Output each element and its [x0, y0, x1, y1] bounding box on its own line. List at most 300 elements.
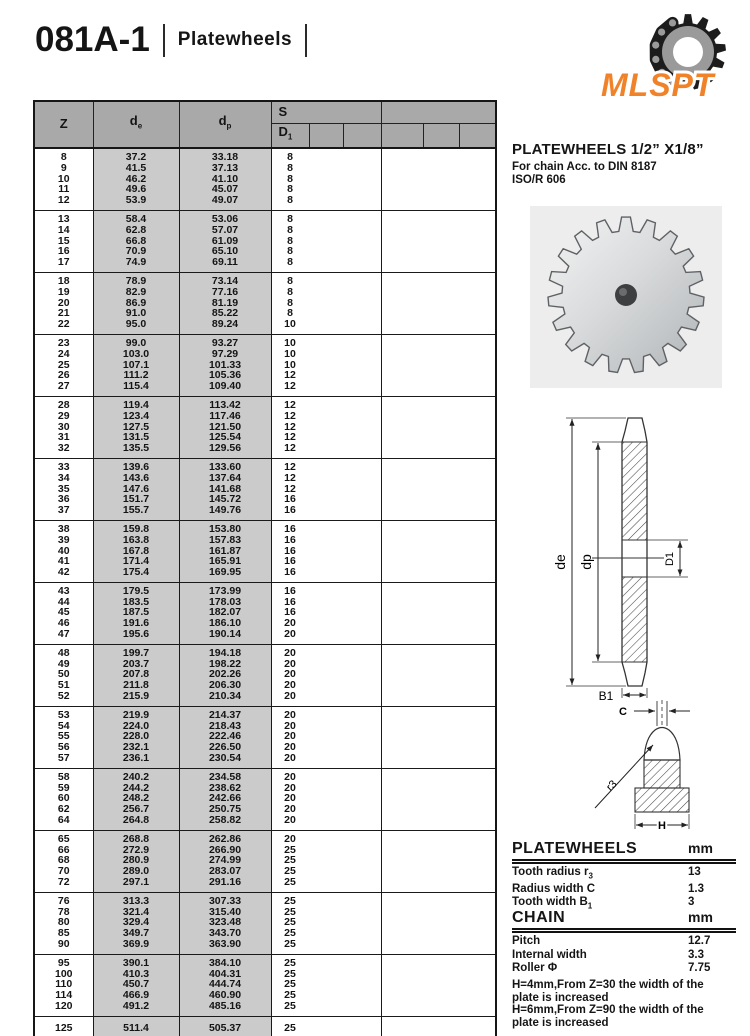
spec-label: Internal width: [512, 948, 587, 961]
cell-de: 390.1: [93, 954, 179, 968]
table-row: [34, 1001, 496, 1016]
cell-de: 41.5: [93, 163, 179, 174]
cell-z: 38: [34, 520, 93, 534]
cell-blank: [381, 753, 496, 768]
cell-blank: [381, 505, 496, 520]
cell-z: 43: [34, 582, 93, 596]
cell-d1: 8: [271, 308, 381, 319]
cell-d1: 20: [271, 768, 381, 782]
size-group: [34, 954, 496, 1016]
table-row: [34, 969, 496, 980]
cell-dp: 307.33: [179, 892, 271, 906]
cell-z: 27: [34, 381, 93, 396]
cell-blank: [381, 659, 496, 670]
table-row: [34, 473, 496, 484]
cell-blank: [381, 494, 496, 505]
spec-row: [512, 935, 736, 949]
cell-blank: [381, 319, 496, 334]
cell-de: 78.9: [93, 272, 179, 286]
cell-dp: 258.82: [179, 815, 271, 830]
cell-de: 70.9: [93, 246, 179, 257]
cell-dp: 444.74: [179, 979, 271, 990]
table-row: [34, 225, 496, 236]
cell-de: 215.9: [93, 691, 179, 706]
table-row: [34, 845, 496, 856]
cell-blank: [381, 582, 496, 596]
table-row: [34, 535, 496, 546]
cell-d1: 16: [271, 582, 381, 596]
cell-z: 56: [34, 742, 93, 753]
cell-blank: [381, 845, 496, 856]
cell-z: 53: [34, 706, 93, 720]
col-z: Z: [34, 101, 93, 148]
cell-dp: 485.16: [179, 1001, 271, 1016]
cell-blank: [381, 287, 496, 298]
cell-dp: 291.16: [179, 877, 271, 892]
table-row: [34, 793, 496, 804]
cell-de: 369.9: [93, 939, 179, 954]
cell-d1: 25: [271, 855, 381, 866]
cell-de: 99.0: [93, 334, 179, 348]
cell-d1: 20: [271, 815, 381, 830]
table-row: [34, 210, 496, 224]
label-b1: B1: [598, 689, 614, 703]
cell-z: 35: [34, 484, 93, 495]
spec-label: Tooth width $B_1$: [512, 896, 593, 911]
cell-z: 19: [34, 287, 93, 298]
cell-blank: [381, 349, 496, 360]
cell-de: 95.0: [93, 319, 179, 334]
cell-dp: 173.99: [179, 582, 271, 596]
cell-de: 199.7: [93, 644, 179, 658]
cell-de: 321.4: [93, 907, 179, 918]
cell-de: 240.2: [93, 768, 179, 782]
cell-blank: [381, 680, 496, 691]
spec-label: Radius width C: [512, 882, 596, 895]
cell-de: 410.3: [93, 969, 179, 980]
cell-d1: 12: [271, 473, 381, 484]
size-group: [34, 582, 496, 644]
cell-blank: [381, 618, 496, 629]
cell-dp: 69.11: [179, 257, 271, 272]
table-row: [34, 680, 496, 691]
cell-dp: 274.99: [179, 855, 271, 866]
cell-de: 268.8: [93, 830, 179, 844]
cell-z: 90: [34, 939, 93, 954]
cell-d1: 12: [271, 396, 381, 410]
cell-de: 159.8: [93, 520, 179, 534]
cell-de: 228.0: [93, 731, 179, 742]
cell-blank: [381, 422, 496, 433]
cell-de: 264.8: [93, 815, 179, 830]
cell-z: 50: [34, 669, 93, 680]
cell-z: 16: [34, 246, 93, 257]
cell-dp: 97.29: [179, 349, 271, 360]
cell-de: 91.0: [93, 308, 179, 319]
spec-value: 3: [688, 896, 695, 909]
cell-z: 8: [34, 148, 93, 163]
cell-dp: 178.03: [179, 597, 271, 608]
cell-d1: 20: [271, 783, 381, 794]
cell-dp: 363.90: [179, 939, 271, 954]
table-row: [34, 520, 496, 534]
cell-blank: [381, 210, 496, 224]
cell-dp: 73.14: [179, 272, 271, 286]
cell-dp: 315.40: [179, 907, 271, 918]
cell-dp: 101.33: [179, 360, 271, 371]
cell-dp: 210.34: [179, 691, 271, 706]
cell-blank: [381, 804, 496, 815]
cell-d1: 12: [271, 432, 381, 443]
cell-de: 123.4: [93, 411, 179, 422]
cell-z: 36: [34, 494, 93, 505]
cell-z: 62: [34, 804, 93, 815]
spec-label: Tooth radius $r_3$: [512, 866, 593, 881]
table-row: [34, 742, 496, 753]
cell-dp: 323.48: [179, 917, 271, 928]
cell-d1: 25: [271, 892, 381, 906]
cell-d1: 25: [271, 1016, 381, 1036]
cell-blank: [381, 669, 496, 680]
cell-dp: 105.36: [179, 370, 271, 381]
cell-dp: 53.06: [179, 210, 271, 224]
cell-z: 125: [34, 1016, 93, 1036]
cell-blank: [381, 815, 496, 830]
cell-d1: 20: [271, 629, 381, 644]
cell-z: 24: [34, 349, 93, 360]
cell-z: 21: [34, 308, 93, 319]
table-row: [34, 917, 496, 928]
cell-d1: 25: [271, 939, 381, 954]
table-row: [34, 1016, 496, 1036]
cell-blank: [381, 381, 496, 396]
chain-spec-title: CHAIN: [512, 909, 566, 926]
cell-de: 167.8: [93, 546, 179, 557]
cell-de: 313.3: [93, 892, 179, 906]
cell-d1: 16: [271, 520, 381, 534]
table-row: [34, 830, 496, 844]
cell-blank: [381, 742, 496, 753]
cell-z: 10: [34, 174, 93, 185]
cell-d1: 8: [271, 246, 381, 257]
cell-dp: 214.37: [179, 706, 271, 720]
cell-blank: [381, 298, 496, 309]
label-dp: dp: [578, 554, 594, 570]
platewheels-spec-unit: mm: [688, 840, 713, 856]
cell-dp: 33.18: [179, 148, 271, 163]
cell-z: 23: [34, 334, 93, 348]
cell-dp: 238.62: [179, 783, 271, 794]
spec-row: [512, 883, 736, 897]
cell-z: 37: [34, 505, 93, 520]
cell-z: 34: [34, 473, 93, 484]
table-row: [34, 877, 496, 892]
cell-z: 22: [34, 319, 93, 334]
cell-z: 41: [34, 556, 93, 567]
cell-de: 115.4: [93, 381, 179, 396]
cell-d1: 20: [271, 669, 381, 680]
label-r3: r3: [604, 778, 620, 794]
cell-z: 44: [34, 597, 93, 608]
cell-z: 48: [34, 644, 93, 658]
cell-de: 53.9: [93, 195, 179, 210]
cell-blank: [381, 969, 496, 980]
col-empty: [459, 123, 496, 148]
table-row: [34, 174, 496, 185]
cell-dp: 404.31: [179, 969, 271, 980]
cell-dp: 125.54: [179, 432, 271, 443]
cell-de: 450.7: [93, 979, 179, 990]
table-row: [34, 629, 496, 644]
table-row: [34, 659, 496, 670]
cell-z: 42: [34, 567, 93, 582]
cell-d1: 20: [271, 721, 381, 732]
cell-d1: 8: [271, 287, 381, 298]
cell-d1: 8: [271, 184, 381, 195]
cell-d1: 20: [271, 706, 381, 720]
cell-dp: 133.60: [179, 458, 271, 472]
cell-d1: 16: [271, 494, 381, 505]
cell-dp: 262.86: [179, 830, 271, 844]
cell-d1: 12: [271, 422, 381, 433]
cell-d1: 8: [271, 174, 381, 185]
cell-z: 51: [34, 680, 93, 691]
cell-blank: [381, 644, 496, 658]
cell-dp: 137.64: [179, 473, 271, 484]
cell-blank: [381, 928, 496, 939]
cell-z: 76: [34, 892, 93, 906]
spec-label: Roller Φ: [512, 962, 558, 974]
table-row: [34, 990, 496, 1001]
cell-z: 11: [34, 184, 93, 195]
table-row: [34, 148, 496, 163]
cell-z: 49: [34, 659, 93, 670]
cell-z: 40: [34, 546, 93, 557]
cell-d1: 20: [271, 742, 381, 753]
model-code: 081A-1: [35, 20, 150, 59]
cell-de: 329.4: [93, 917, 179, 928]
platewheels-spec-title: PLATEWHEELS: [512, 840, 638, 857]
col-s: S: [271, 101, 381, 123]
cell-dp: 206.30: [179, 680, 271, 691]
cell-blank: [381, 334, 496, 348]
chain-spec-unit: mm: [688, 909, 713, 925]
cell-dp: 85.22: [179, 308, 271, 319]
cell-dp: 41.10: [179, 174, 271, 185]
label-de: de: [552, 554, 568, 570]
cell-blank: [381, 830, 496, 844]
page-title-text: Platewheels: [177, 29, 293, 50]
col-empty: [423, 123, 459, 148]
cell-dp: 283.07: [179, 866, 271, 877]
cell-d1: 8: [271, 298, 381, 309]
cell-dp: 121.50: [179, 422, 271, 433]
table-row: [34, 396, 496, 410]
table-row: [34, 184, 496, 195]
cell-d1: 20: [271, 830, 381, 844]
table-row: [34, 246, 496, 257]
table-row: [34, 195, 496, 210]
cell-de: 151.7: [93, 494, 179, 505]
cell-blank: [381, 535, 496, 546]
spec-value: 12.7: [688, 935, 711, 947]
cell-dp: 129.56: [179, 443, 271, 458]
table-row: [34, 494, 496, 505]
cell-blank: [381, 731, 496, 742]
cell-z: 120: [34, 1001, 93, 1016]
table-row: [34, 907, 496, 918]
cell-z: 30: [34, 422, 93, 433]
cell-z: 47: [34, 629, 93, 644]
table-row: [34, 556, 496, 567]
col-de: $d_e$: [93, 101, 179, 148]
cell-de: 280.9: [93, 855, 179, 866]
cell-d1: 25: [271, 845, 381, 856]
cell-d1: 25: [271, 907, 381, 918]
size-group: [34, 892, 496, 954]
title-divider: [163, 24, 165, 57]
cell-z: 29: [34, 411, 93, 422]
cell-z: 72: [34, 877, 93, 892]
table-row: [34, 783, 496, 794]
cell-dp: 145.72: [179, 494, 271, 505]
brand-name: MLSPT: [601, 67, 715, 103]
table-row: [34, 768, 496, 782]
note-line: H=6mm,From Z=90 the width of the plate is increased: [512, 1004, 704, 1029]
table-row: [34, 567, 496, 582]
cell-d1: 10: [271, 360, 381, 371]
cell-z: 57: [34, 753, 93, 768]
cell-de: 203.7: [93, 659, 179, 670]
cell-d1: 8: [271, 210, 381, 224]
cell-de: 183.5: [93, 597, 179, 608]
table-row: [34, 411, 496, 422]
cell-dp: 141.68: [179, 484, 271, 495]
cell-de: 155.7: [93, 505, 179, 520]
cell-d1: 10: [271, 319, 381, 334]
cell-blank: [381, 360, 496, 371]
cell-z: 110: [34, 979, 93, 990]
table-row: [34, 939, 496, 954]
cell-dp: 230.54: [179, 753, 271, 768]
size-group: [34, 644, 496, 706]
cell-de: 139.6: [93, 458, 179, 472]
cell-d1: 16: [271, 556, 381, 567]
cell-z: 59: [34, 783, 93, 794]
cell-z: 60: [34, 793, 93, 804]
spec-value: 1.3: [688, 882, 704, 895]
cell-blank: [381, 148, 496, 163]
platewheels-spec-header: [512, 840, 736, 864]
cell-blank: [381, 917, 496, 928]
cell-de: 491.2: [93, 1001, 179, 1016]
cell-de: 256.7: [93, 804, 179, 815]
cell-d1: 16: [271, 597, 381, 608]
cell-blank: [381, 907, 496, 918]
size-group: [34, 458, 496, 520]
table-row: [34, 163, 496, 174]
cell-z: 68: [34, 855, 93, 866]
table-header: [34, 101, 496, 148]
cell-de: 111.2: [93, 370, 179, 381]
cell-dp: 81.19: [179, 298, 271, 309]
table-row: [34, 349, 496, 360]
cell-z: 26: [34, 370, 93, 381]
table-row: [34, 370, 496, 381]
spec-value: 13: [688, 866, 701, 878]
cell-blank: [381, 272, 496, 286]
cell-d1: 8: [271, 272, 381, 286]
table-row: [34, 582, 496, 596]
cell-dp: 153.80: [179, 520, 271, 534]
table-row: [34, 308, 496, 319]
cell-z: 95: [34, 954, 93, 968]
cell-de: 187.5: [93, 607, 179, 618]
size-group: [34, 768, 496, 830]
table-row: [34, 815, 496, 830]
cell-z: 9: [34, 163, 93, 174]
table-row: [34, 422, 496, 433]
table-row: [34, 979, 496, 990]
cell-d1: 12: [271, 370, 381, 381]
size-group: [34, 706, 496, 768]
cell-blank: [381, 939, 496, 954]
cell-z: 25: [34, 360, 93, 371]
cell-z: 17: [34, 257, 93, 272]
cell-dp: 77.16: [179, 287, 271, 298]
cell-blank: [381, 892, 496, 906]
cell-z: 65: [34, 830, 93, 844]
cell-d1: 20: [271, 691, 381, 706]
size-group: [34, 148, 496, 210]
cell-de: 244.2: [93, 783, 179, 794]
cell-blank: [381, 866, 496, 877]
cell-dp: 165.91: [179, 556, 271, 567]
cell-dp: 222.46: [179, 731, 271, 742]
cell-z: 70: [34, 866, 93, 877]
cell-d1: 25: [271, 979, 381, 990]
cell-de: 147.6: [93, 484, 179, 495]
cell-de: 179.5: [93, 582, 179, 596]
cell-dp: 186.10: [179, 618, 271, 629]
cell-blank: [381, 370, 496, 381]
cell-d1: 16: [271, 607, 381, 618]
table-row: [34, 458, 496, 472]
cell-blank: [381, 432, 496, 443]
notes: [512, 979, 724, 1029]
cell-de: 103.0: [93, 349, 179, 360]
cell-d1: 20: [271, 680, 381, 691]
cell-de: 62.8: [93, 225, 179, 236]
label-d1: D1: [664, 551, 676, 567]
cell-dp: 169.95: [179, 567, 271, 582]
tooth-profile-diagram: [587, 698, 737, 838]
spec-label: Pitch: [512, 935, 541, 947]
page-title: [35, 20, 320, 60]
cell-z: 78: [34, 907, 93, 918]
cell-de: 127.5: [93, 422, 179, 433]
cell-blank: [381, 954, 496, 968]
col-empty: [381, 123, 423, 148]
cell-blank: [381, 793, 496, 804]
table-row: [34, 236, 496, 247]
cell-blank: [381, 257, 496, 272]
cell-d1: 12: [271, 484, 381, 495]
cell-de: 58.4: [93, 210, 179, 224]
cell-de: 207.8: [93, 669, 179, 680]
cell-dp: 45.07: [179, 184, 271, 195]
chain-spec-rows: [512, 935, 736, 976]
